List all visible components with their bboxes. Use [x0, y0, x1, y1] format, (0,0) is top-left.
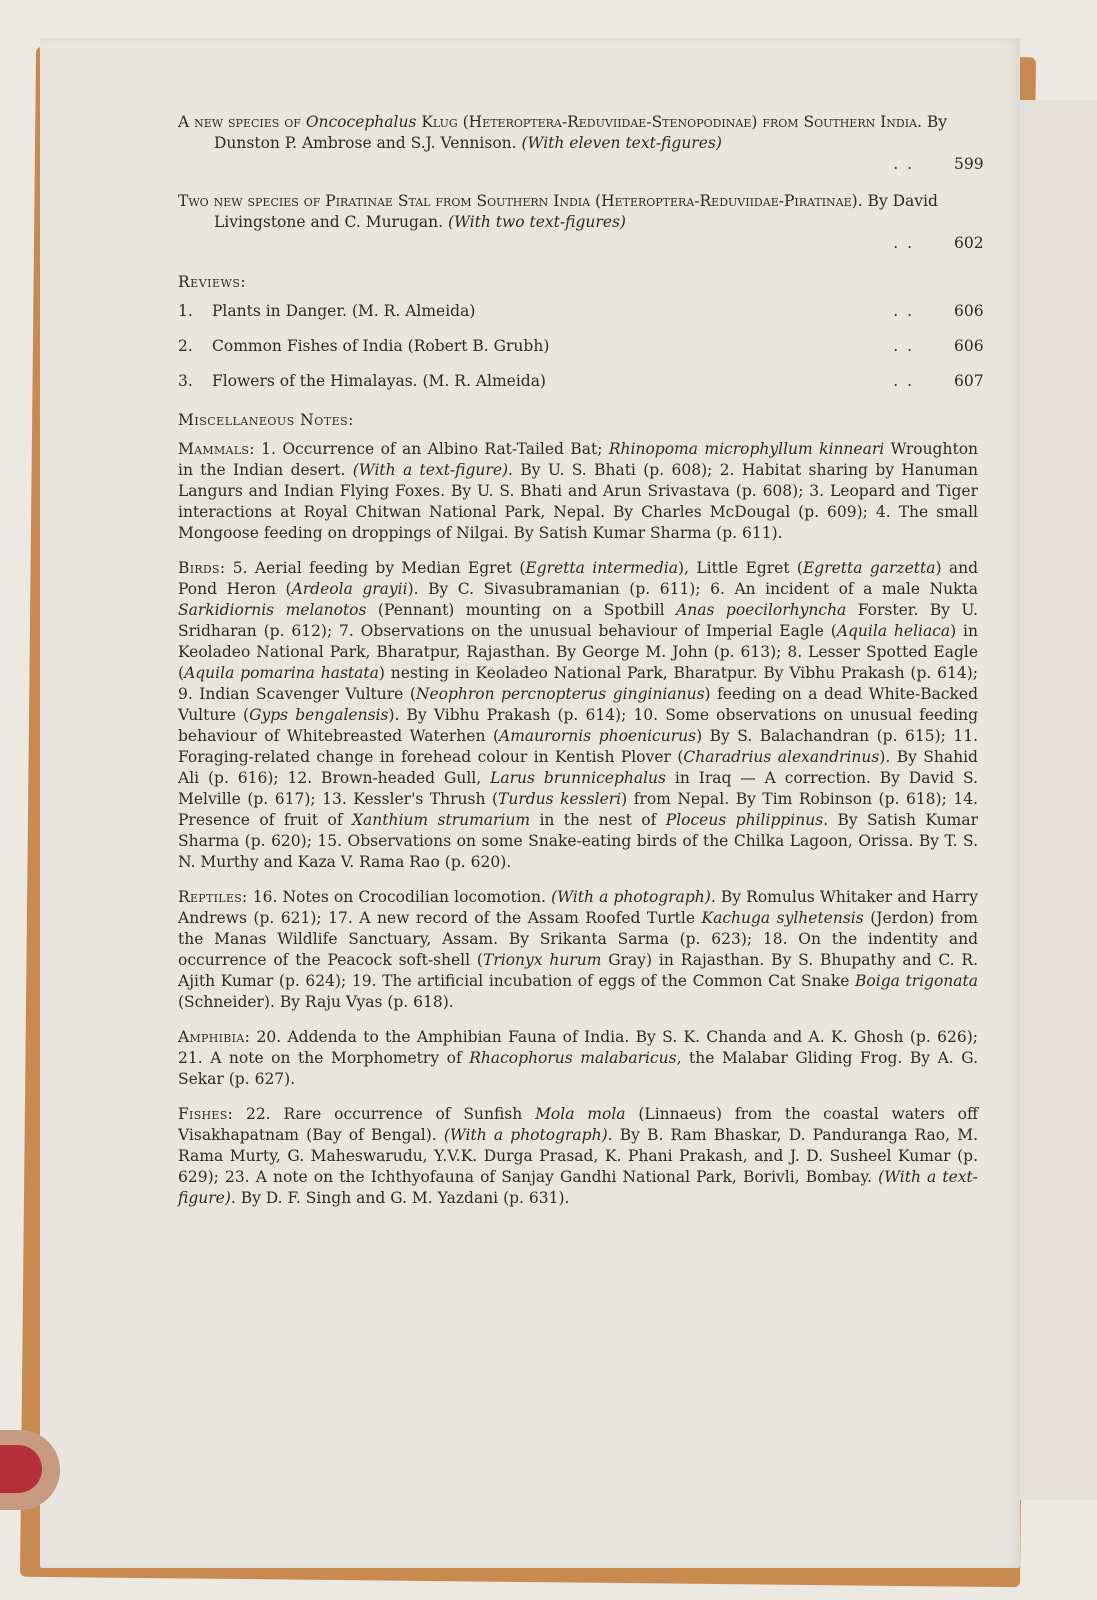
text-run: (Linnaeus) from the coastal waters off Visakhapatnam (Bay of Bengal).: [178, 1105, 978, 1144]
italic-text: Charadrius alexandrinus: [683, 748, 880, 766]
text-run: Klug (Heteroptera-Reduviidae-Stenopodinae) from Southern India.: [416, 113, 922, 131]
reviews-list: [178, 301, 984, 392]
text-run: Gray) in Rajasthan. By S. Bhupathy and C. R. Ajith Kumar (p. 624); 19. The artificial incubation of eggs of the Common Cat Snake: [178, 951, 979, 990]
text-run: (Pennant) mounting on a Spotbill: [366, 601, 677, 619]
text-run: ), Little Egret (: [678, 559, 803, 577]
text-run: . By Romulus Whitaker and Harry Andrews (p. 621); 17. A new record of the Assam Roofed Turtle: [178, 888, 978, 927]
misc-group-heading: Mammals:: [178, 440, 255, 458]
text-run: Two new species of Piratinae Stal from Southern India (Heteroptera-Reduviidae-Piratinae).: [178, 192, 863, 210]
italic-text: (With a text-figure): [352, 461, 509, 479]
misc-group-heading: Amphibia:: [178, 1028, 251, 1046]
review-number: 2.: [178, 337, 193, 355]
italic-text: Boiga trigonata: [855, 972, 978, 990]
text-run: 1. Occurrence of an Albino Rat-Tailed Bat;: [254, 440, 609, 458]
text-run: By Dunston P. Ambrose and S.J. Vennison.: [214, 113, 948, 152]
text-run: in the nest of: [530, 811, 666, 829]
toc-entry-leader: [178, 233, 984, 254]
misc-note-group: [178, 558, 978, 873]
text-run: ) feeding on a dead White-Backed Vulture (: [178, 685, 978, 724]
page-number: 599: [954, 155, 984, 173]
misc-note-group: [178, 1104, 978, 1209]
leader-dots: . .: [893, 372, 914, 390]
text-run: Forster. By U. Sridharan (p. 612); 7. Observations on the unusual behaviour of Imperial Eagle (: [178, 601, 978, 640]
toc-entry-title: [178, 191, 978, 233]
text-run: 16. Notes on Crocodilian locomotion.: [247, 888, 552, 906]
page-number: 602: [954, 234, 984, 252]
misc-notes-list: [178, 439, 978, 1209]
italic-text: Egretta intermedia: [525, 559, 678, 577]
leader-dots: . .: [893, 234, 914, 252]
italic-text: Gyps bengalensis: [249, 706, 389, 724]
page-number: 607: [954, 372, 984, 390]
italic-text: Amaurornis phoenicurus: [499, 727, 697, 745]
text-run: . By Satish Kumar Sharma (p. 620); 15. Observations on some Snake-eating birds of the Chilka Lagoon, Orissa. By T. S. N. Murthy and Kaza V. Rama Rao (p. 620).: [178, 811, 978, 871]
text-run: ) By S. Balachandran (p. 615); 11. Foraging-related change in forehead colour in Kentish Plover (: [178, 727, 979, 766]
italic-text: Oncocephalus: [305, 113, 417, 131]
review-item: [178, 371, 984, 392]
review-number: 1.: [178, 302, 193, 320]
italic-text: (With two text-figures): [447, 213, 626, 231]
text-run: Wroughton in the Indian desert.: [178, 440, 979, 479]
text-run: 20. Addenda to the Amphibian Fauna of India. By S. K. Chanda and A. K. Ghosh (p. 626); 21. A note on the Morphometry of: [178, 1028, 978, 1067]
italic-text: Kachuga sylhetensis: [701, 909, 864, 927]
review-title: Common Fishes of India (Robert B. Grubh): [212, 337, 550, 355]
italic-text: Turdus kessleri: [498, 790, 622, 808]
italic-text: Rhinopoma microphyllum kinneari: [608, 440, 885, 458]
italic-text: Aquila heliaca: [836, 622, 951, 640]
misc-note-group: [178, 887, 978, 1013]
italic-text: (With eleven text-figures): [521, 134, 722, 152]
text-run: By David Livingstone and C. Murugan.: [214, 192, 938, 231]
text-run: . By D. F. Singh and G. M. Yazdani (p. 631).: [230, 1189, 570, 1207]
italic-text: Sarkidiornis melanotos: [178, 601, 367, 619]
text-run: A new species of: [178, 113, 306, 131]
toc-entry: [178, 112, 984, 175]
text-run: ) and Pond Heron (: [178, 559, 978, 598]
text-run: (Schneider). By Raju Vyas (p. 618).: [178, 993, 454, 1011]
leader-dots: . .: [893, 302, 914, 320]
page-number: 606: [954, 337, 984, 355]
text-run: (Jerdon) from the Manas Wildlife Sanctuary, Assam. By Srikanta Sarma (p. 623); 18. On the indentity and occurrence of the Peacock soft-shell (: [178, 909, 978, 969]
text-run: 5. Aerial feeding by Median Egret (: [225, 559, 526, 577]
text-run: ). By C. Sivasubramanian (p. 611); 6. An incident of a male Nukta: [407, 580, 978, 598]
review-item: [178, 336, 984, 357]
review-number: 3.: [178, 372, 193, 390]
toc-entry: [178, 191, 984, 254]
text-run: 22. Rare occurrence of Sunfish: [233, 1105, 536, 1123]
misc-group-heading: Reptiles:: [178, 888, 248, 906]
misc-note-group: [178, 1027, 978, 1090]
misc-note-group: [178, 439, 978, 544]
review-item: [178, 301, 984, 322]
toc-list: [178, 112, 984, 254]
misc-notes-heading: Miscellaneous Notes:: [178, 411, 354, 429]
italic-text: Rhacophorus malabaricus: [469, 1049, 677, 1067]
italic-text: Larus brunnicephalus: [490, 769, 666, 787]
text-run: , the Malabar Gliding Frog. By A. G. Sekar (p. 627).: [178, 1049, 978, 1088]
toc-entry-title: [178, 112, 978, 154]
italic-text: Ardeola grayii: [291, 580, 408, 598]
text-run: ). By Shahid Ali (p. 616); 12. Brown-headed Gull,: [178, 748, 978, 787]
toc-entry-leader: [178, 154, 984, 175]
reviews-heading: Reviews:: [178, 273, 247, 291]
contents-text: [178, 112, 984, 1223]
text-run: ) from Nepal. By Tim Robinson (p. 618); 14. Presence of fruit of: [178, 790, 978, 829]
italic-text: (With a photograph): [551, 888, 711, 906]
page-number: 606: [954, 302, 984, 320]
italic-text: Anas poecilorhyncha: [676, 601, 847, 619]
italic-text: Egretta garzetta: [802, 559, 936, 577]
italic-text: Xanthium strumarium: [352, 811, 531, 829]
text-run: in Iraq — A correction. By David S. Melville (p. 617); 13. Kessler's Thrush (: [178, 769, 978, 808]
italic-text: Mola mola: [535, 1105, 626, 1123]
italic-text: Ploceus philippinus: [665, 811, 824, 829]
italic-text: (With a photograph): [443, 1126, 608, 1144]
text-run: ). By Vibhu Prakash (p. 614); 10. Some observations on unusual feeding behaviour of Whitebreasted Waterhen (: [178, 706, 978, 745]
italic-text: Trionyx hurum: [482, 951, 602, 969]
review-title: Flowers of the Himalayas. (M. R. Almeida): [212, 372, 546, 390]
text-run: . By B. Ram Bhaskar, D. Panduranga Rao, M. Rama Murty, G. Maheswarudu, Y.V.K. Durga Prasad, K. Phani Prakash, and J. D. Susheel Kumar (p. 629); 23. A note on the Ichthyofauna of Sanjay Gandhi National Park, Borivli, Bombay.: [178, 1126, 979, 1186]
text-run: ) in Keoladeo National Park, Bharatpur, Rajasthan. By George M. John (p. 613); 8. Lesser Spotted Eagle (: [178, 622, 978, 682]
misc-group-heading: Fishes:: [178, 1105, 234, 1123]
leader-dots: . .: [893, 155, 914, 173]
italic-text: Neophron percnopterus ginginianus: [415, 685, 705, 703]
leader-dots: . .: [893, 337, 914, 355]
text-run: ) nesting in Keoladeo National Park, Bharatpur. By Vibhu Prakash (p. 614); 9. Indian Scavenger Vulture (: [178, 664, 978, 703]
misc-group-heading: Birds:: [178, 559, 226, 577]
italic-text: (With a text-figure): [178, 1168, 978, 1207]
italic-text: Aquila pomarina hastata: [184, 664, 379, 682]
review-title: Plants in Danger. (M. R. Almeida): [212, 302, 476, 320]
text-run: . By U. S. Bhati (p. 608); 2. Habitat sharing by Hanuman Langurs and Indian Flying Foxes. By U. S. Bhati and Arun Srivastava (p. 608); 3. Leopard and Tiger interactions at Royal Chitwan National Park, Nepal. By Charles McDougal (p. 609); 4. The small Mongoose feeding on droppings of Nilgai. By Satish Kumar Sharma (p. 611).: [178, 461, 979, 542]
